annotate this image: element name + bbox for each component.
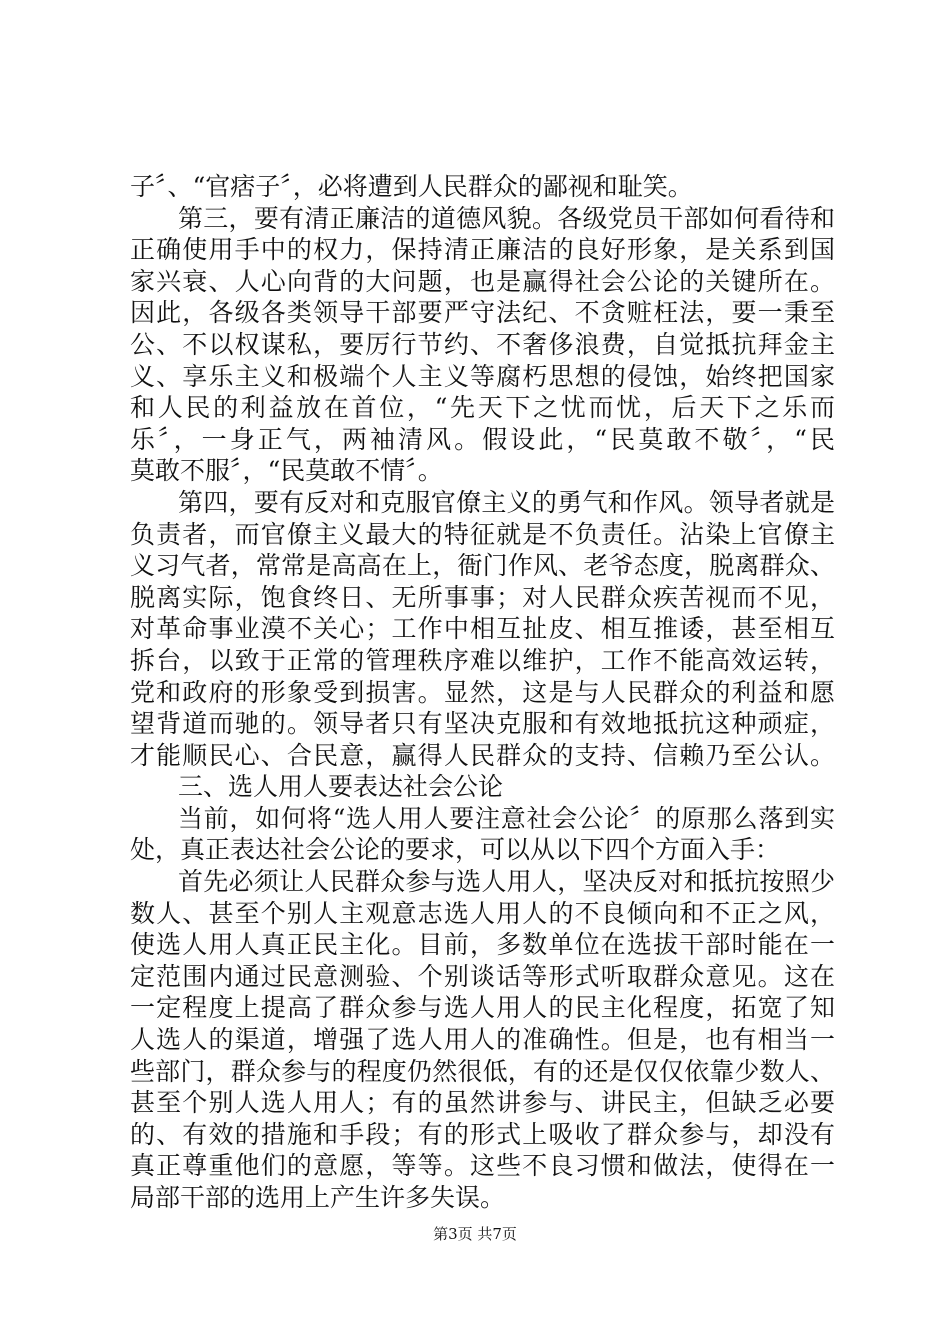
text-line: 望背道而驰的。领导者只有坚决克服和有效地抵抗这种顽症， [130,709,835,739]
text-line: 乐〞，一身正气，两袖清风。假设此，“民莫敢不敬〞，“民 [130,424,835,454]
text-line: 正确使用手中的权力，保持清正廉洁的良好形象，是关系到国 [130,235,835,265]
text-line: 第四，要有反对和克服官僚主义的勇气和作风。领导者就是 [178,487,835,517]
text-line: 负责者，而官僚主义最大的特征就是不负责任。沾染上官僚主 [130,519,835,549]
text-line: 甚至个别人选人用人；有的虽然讲参与、讲民主，但缺乏必要 [130,1088,835,1118]
text-line: 定范围内通过民意测验、个别谈话等形式听取群众意见。这在 [130,961,835,991]
text-line: 党和政府的形象受到损害。显然，这是与人民群众的利益和愿 [130,677,835,707]
text-line: 真正尊重他们的意愿，等等。这些不良习惯和做法，使得在一 [130,1151,835,1181]
text-line: 拆台，以致于正常的管理秩序难以维护，工作不能高效运转， [130,645,835,675]
text-line: 局部干部的选用上产生许多失误。 [130,1183,506,1212]
text-line: 的、有效的措施和手段；有的形式上吸收了群众参与，却没有 [130,1119,835,1149]
text-line: 一定程度上提高了群众参与选人用人的民主化程度，拓宽了知 [130,993,835,1023]
text-line: 当前，如何将“选人用人要注意社会公论〞的原那么落到实 [178,803,835,833]
text-line: 脱离实际，饱食终日、无所事事；对人民群众疾苦视而不见， [130,582,835,612]
text-line: 对革命事业漠不关心；工作中相互扯皮、相互推诿，甚至相互 [130,614,835,644]
text-line: 子〞、“官痞子〞，必将遭到人民群众的鄙视和耻笑。 [130,172,693,201]
document-body [130,171,835,1214]
text-line: 些部门，群众参与的程度仍然很低，有的还是仅仅依靠少数人、 [130,1056,835,1086]
page-footer [0,1224,950,1244]
page-number-label: 第3页 共7页 [433,1225,517,1243]
text-line: 处，真正表达社会公论的要求，可以从以下四个方面入手： [130,835,781,865]
text-line: 莫敢不服〞，“民莫敢不情〞。 [130,456,443,486]
text-line: 数人、甚至个别人主观意志选人用人的不良倾向和不正之风， [130,898,835,928]
text-line: 义、享乐主义和极端个人主义等腐朽思想的侵蚀，始终把国家 [130,361,835,391]
text-line: 家兴衰、人心向背的大问题，也是赢得社会公论的关键所在。 [130,266,835,296]
text-line: 三、选人用人要表达社会公论 [178,772,504,802]
text-line: 因此，各级各类领导干部要严守法纪、不贪赃枉法，要一秉至 [130,298,835,328]
text-line: 第三，要有清正廉洁的道德风貌。各级党员干部如何看待和 [178,203,835,233]
text-line: 首先必须让人民群众参与选人用人，坚决反对和抵抗按照少 [178,867,835,897]
text-line: 公、不以权谋私，要厉行节约、不奢侈浪费，自觉抵抗拜金主 [130,329,835,359]
text-line: 和人民的利益放在首位，“先天下之忧而忧，后天下之乐而 [130,393,835,423]
text-line: 才能顺民心、合民意，赢得人民群众的支持、信赖乃至公认。 [130,740,835,770]
text-line: 人选人的渠道，增强了选人用人的准确性。但是，也有相当一 [130,1025,835,1055]
text-line: 义习气者，常常是高高在上，衙门作风、老爷态度，脱离群众、 [130,551,835,581]
text-line: 使选人用人真正民主化。目前，多数单位在选拔干部时能在一 [130,930,835,960]
